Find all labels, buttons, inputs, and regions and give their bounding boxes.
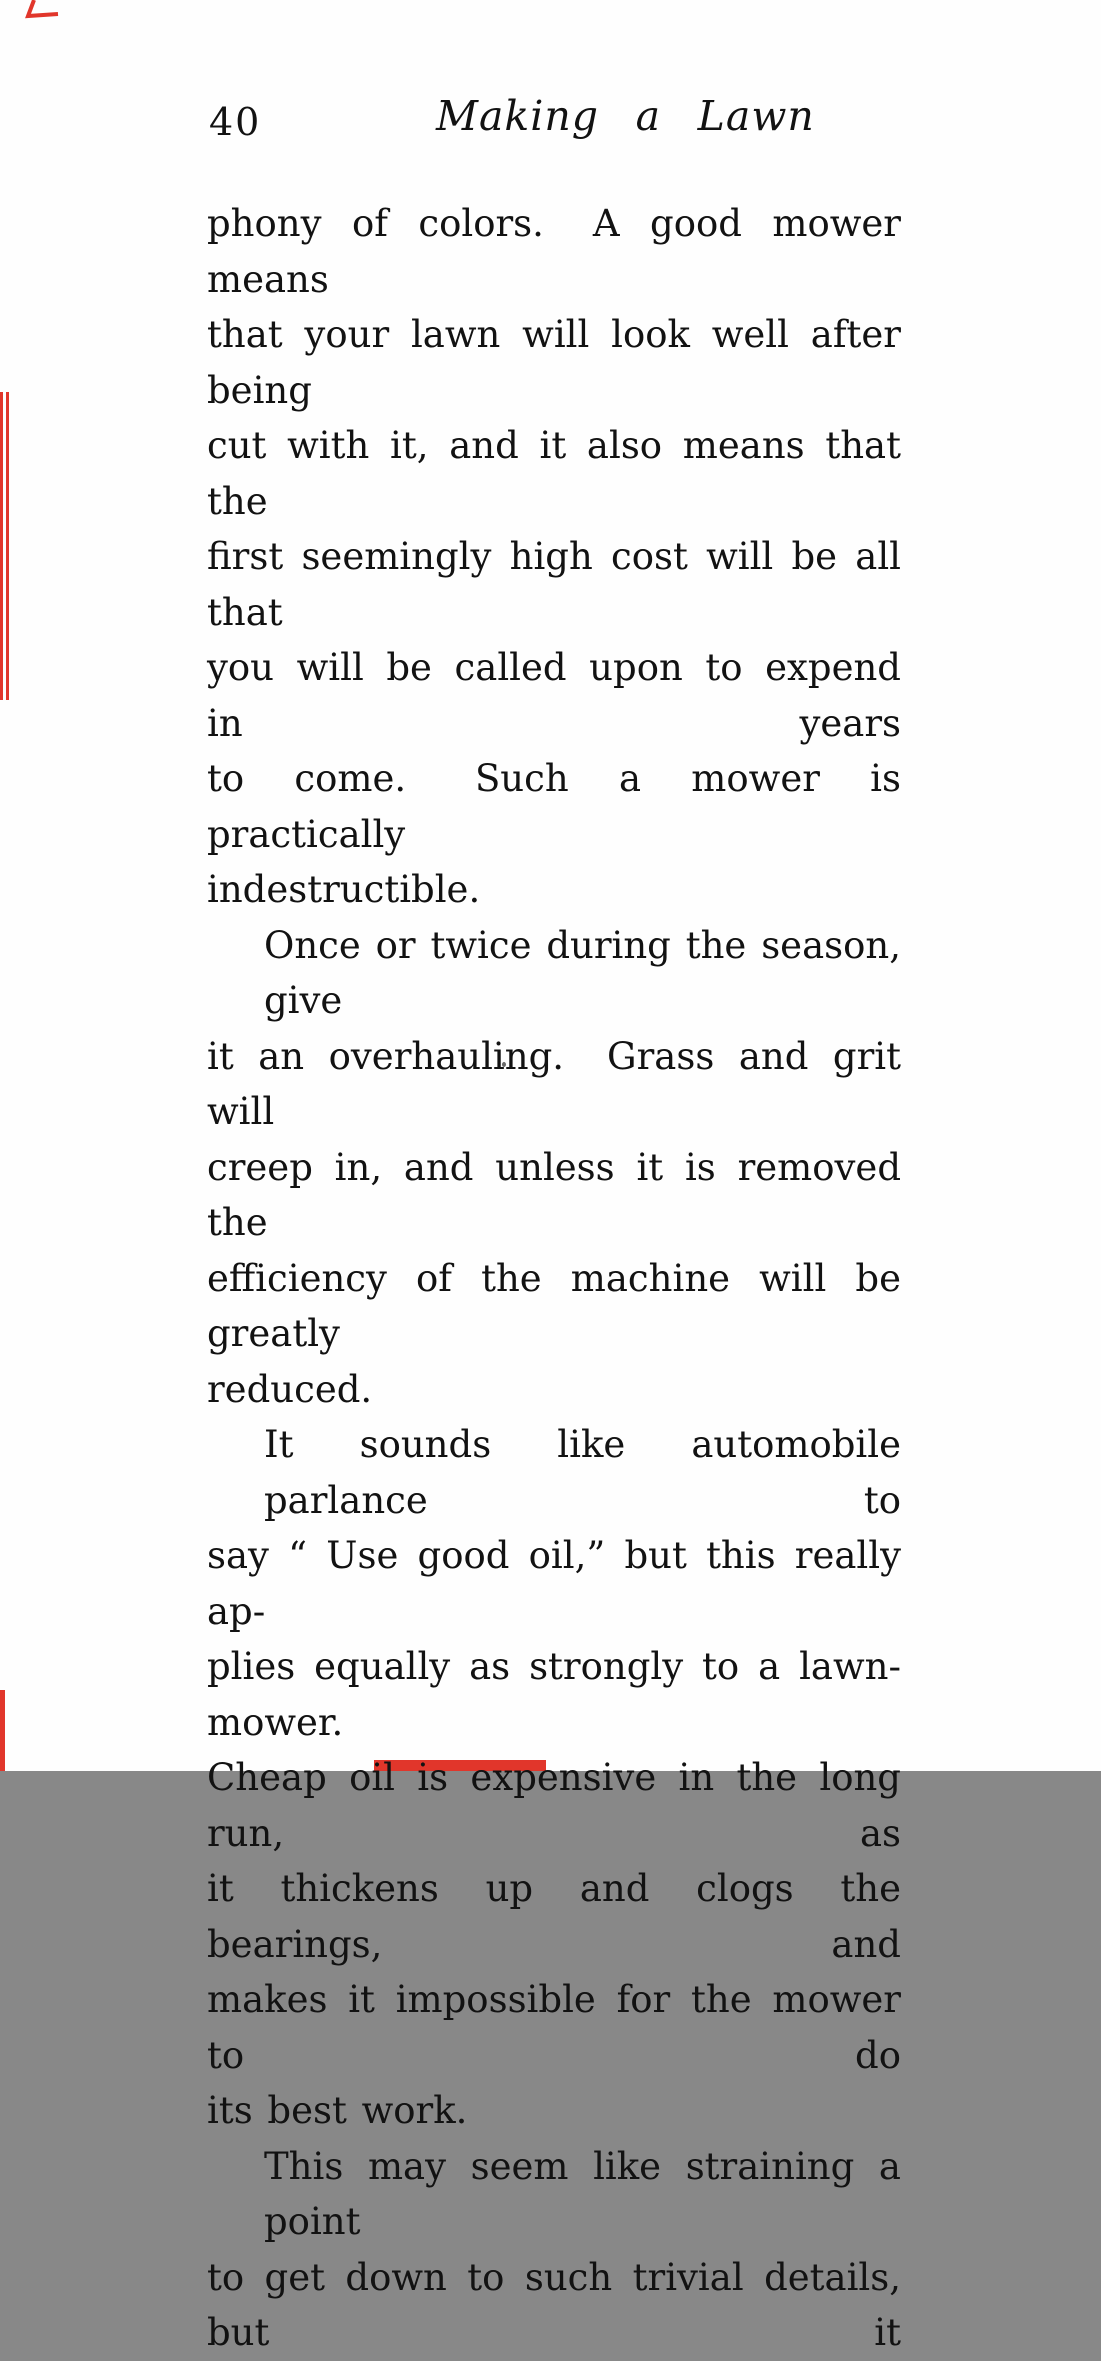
- text-line: It sounds like automobile parlance to: [264, 1423, 901, 1522]
- text-line: to get down to such trivial details, but it: [207, 2255, 901, 2354]
- text-line: Once or twice during the season, give: [264, 923, 901, 1022]
- text-line: its best work.: [207, 2089, 468, 2132]
- paragraph: [207, 1417, 901, 2139]
- text-line: first seemingly high cost will be all that: [207, 535, 901, 634]
- red-scan-mark-left-edge-inner: [6, 392, 9, 700]
- text-line: it thickens up and clogs the bearings, and: [207, 1867, 901, 1966]
- text-line: makes it impossible for the mower to do: [207, 1978, 901, 2077]
- page-header: [207, 92, 901, 152]
- red-scan-mark-top-left: [20, 0, 80, 26]
- text-line: plies equally as strongly to a lawn-mower.: [207, 1645, 901, 1744]
- paragraph: [207, 918, 901, 1418]
- running-title: Making a Lawn: [436, 92, 815, 140]
- text-line: that your lawn will look well after being: [207, 313, 901, 412]
- text-block: [207, 196, 901, 2361]
- text-line: reduced.: [207, 1367, 373, 1411]
- red-scan-mark-bottom-left: [0, 1690, 5, 1771]
- text-line: creep in, and unless it is removed the: [207, 1145, 901, 1244]
- text-line: Cheap oil is expensive in the long run, as: [207, 1756, 901, 1855]
- text-line: to come. Such a mower is practically: [207, 757, 901, 856]
- paragraph: [207, 196, 901, 918]
- red-scan-mark-left-edge: [0, 392, 3, 700]
- paragraph: [207, 2139, 901, 2361]
- text-line: it an overhauling. Grass and grit will: [207, 1034, 901, 1133]
- text-line: cut with it, and it also means that the: [207, 424, 901, 523]
- text-line: efficiency of the machine will be greatly: [207, 1256, 901, 1355]
- text-line: say “ Use good oil,” but this really ap-: [207, 1534, 901, 1633]
- text-line: you will be called upon to expend in years: [207, 646, 901, 745]
- page-number: 40: [209, 100, 262, 144]
- text-line: phony of colors. A good mower means: [207, 202, 901, 301]
- text-line: This may seem like straining a point: [264, 2144, 901, 2243]
- text-line: indestructible.: [207, 868, 481, 911]
